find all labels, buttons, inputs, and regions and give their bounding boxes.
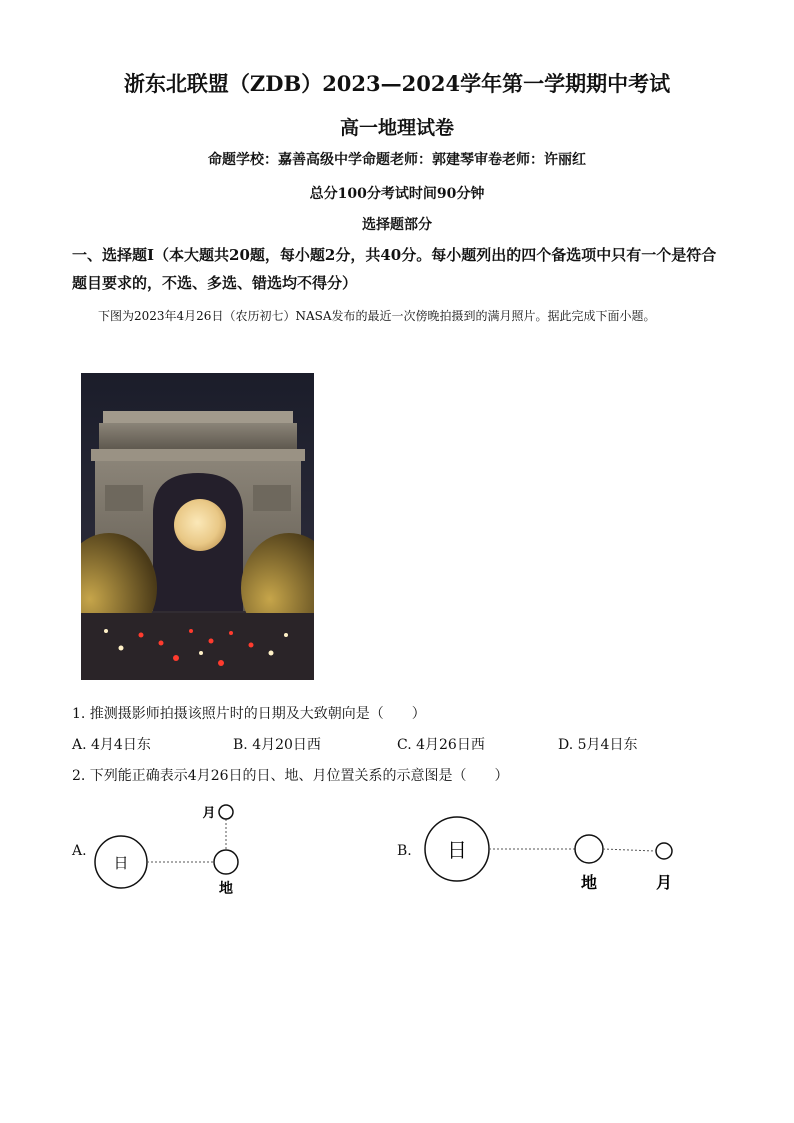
question-2-stem: 2. 下列能正确表示4月26日的日、地、月位置关系的示意图是（ ） [72,768,509,784]
exam-subtitle: 高一地理试卷 [339,117,454,139]
q1-option-c[interactable]: C. 4月26日西 [397,737,485,753]
diagram-a [95,805,238,897]
q1-option-d[interactable]: D. 5月4日东 [558,737,638,753]
exam-part: 选择题部分 [362,217,432,233]
exam-authors: 命题学校：嘉善高级中学命题老师：郭建琴审卷老师：许丽红 [208,152,586,168]
diagram-b [425,817,672,892]
question-intro: 下图为2023年4月26日（农历初七）NASA发布的最近一次傍晚拍摄到的满月照片。据此完成下面小题。 [98,309,656,323]
diagram-a-earth [214,850,238,874]
exam-title: 浙东北联盟（ZDB）2023—2024学年第一学期期中考试 [123,71,671,96]
diagram-a-moon [219,805,233,819]
diagram-b-moon [656,843,672,859]
q2-option-a-label[interactable]: A. [72,843,87,859]
diagram-b-earth [575,835,603,863]
exam-score-time: 总分100分考试时间90分钟 [309,186,485,202]
question-1-stem: 1. 推测摄影师拍摄该照片时的日期及大致朝向是（ ） [72,706,426,722]
diagram-b-earth-label: 地 [580,873,598,892]
q1-option-b[interactable]: B. 4月20日西 [233,737,321,753]
q2-option-b-label[interactable]: B. [397,843,412,859]
diagram-a-sun-label: 日 [113,854,129,872]
q1-option-a[interactable]: A. 4月4日东 [72,737,151,753]
section-instructions: 一、选择题Ⅰ（本大题共20题，每小题2分，共40分。每小题列出的四个备选项中只有一个是符合题目要求的，不选、多选、错选均不得分） [72,246,717,292]
diagram-a-moon-label: 月 [202,806,216,821]
diagram-a-earth-label: 地 [219,881,233,897]
diagram-b-earth-moon-line [603,849,655,851]
diagram-b-moon-label: 月 [655,873,673,892]
diagram-b-sun-label: 日 [447,838,467,862]
